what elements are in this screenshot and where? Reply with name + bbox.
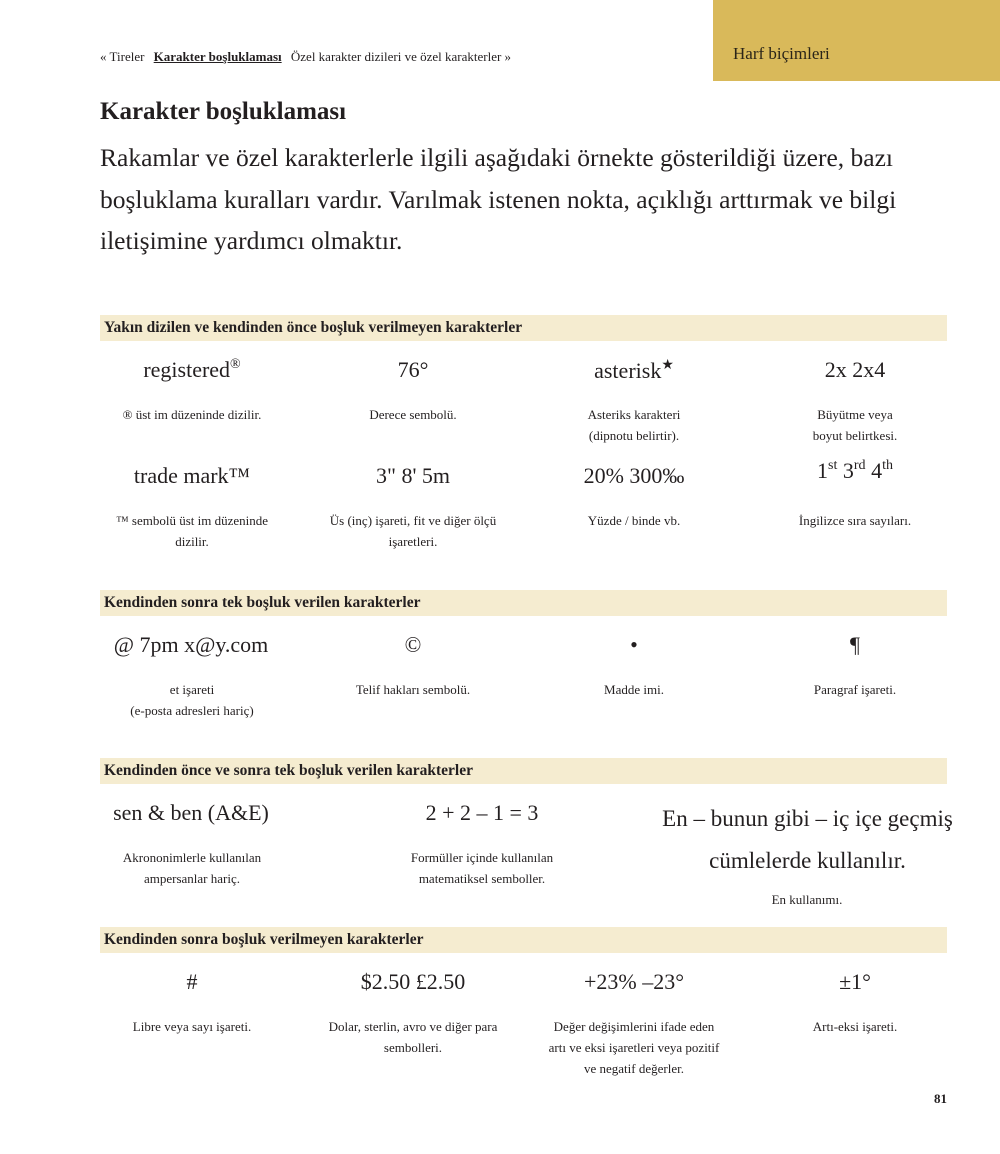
star-mark: ★: [661, 358, 674, 373]
desc-dimension: Büyütme veya boyut belirtkesi.: [812, 407, 898, 443]
desc-currency: Dolar, sterlin, avro ve diğer para sembolleri.: [328, 1019, 498, 1055]
sample-copyright: ©: [404, 632, 422, 657]
desc-plus-minus-values: Değer değişimlerini ifade eden artı ve eksi işaretleri veya pozitif ve negatif değerler.: [548, 1019, 720, 1076]
sample-bullet: •: [630, 632, 638, 657]
section-heading: Kendinden önce ve sonra tek boşluk verilen karakterler: [104, 762, 473, 779]
desc-percent: Yüzde / binde vb.: [587, 513, 681, 528]
desc-ordinals: İngilizce sıra sayıları.: [798, 513, 912, 528]
section-heading-band: [100, 758, 947, 784]
sample-asterisk: asterisk★: [594, 358, 674, 383]
desc-copyright: Telif hakları sembolü.: [355, 682, 471, 697]
page-title: Karakter boşluklaması: [100, 98, 347, 125]
desc-en-dash: En kullanımı.: [771, 892, 843, 907]
sample-at-sign: @ 7pm x@y.com: [113, 632, 269, 657]
page-number: 81: [934, 1091, 947, 1106]
section-heading: Yakın dizilen ve kendinden önce boşluk verilmeyen karakterler: [104, 319, 523, 336]
desc-pilcrow: Paragraf işareti.: [813, 682, 897, 697]
section-tab: [713, 0, 1000, 81]
desc-at-sign: et işareti (e-posta adresleri hariç): [130, 682, 254, 718]
sample-currency: $2.50 £2.50: [360, 969, 466, 994]
sample-dimension: 2x 2x4: [824, 357, 886, 382]
intro-paragraph: Rakamlar ve özel karakterlerle ilgili aşağıdaki örnekte gösterildiği üzere, bazı boşluklama kuralları vardır. Varılmak istenen nokta, açıklığı arttırmak ve bilgi iletişimine yardımcı olmaktır.: [100, 143, 897, 255]
sample-formula: 2 + 2 – 1 = 3: [425, 800, 539, 825]
sample-ampersand: sen & ben (A&E): [113, 800, 269, 825]
section-tab-label: Harf biçimleri: [733, 44, 830, 63]
breadcrumb: [100, 49, 511, 65]
desc-asterisk: Asteriks karakteri (dipnotu belirtir).: [587, 407, 681, 443]
section-heading-band: [100, 590, 947, 616]
desc-formula: Formüller içinde kullanılan matematiksel semboller.: [410, 850, 554, 886]
sample-en-dash: En – bunun gibi – iç içe geçmiş cümlelerde kullanılır.: [662, 806, 953, 873]
sample-plus-minus-sign: ±1°: [839, 969, 871, 994]
sample-ordinals: 1st 3rd 4th: [817, 458, 893, 483]
sample-measure: 3" 8' 5m: [375, 463, 451, 488]
sample-plus-minus-values: +23% –23°: [583, 969, 685, 994]
breadcrumb-current: Karakter boşluklaması: [153, 49, 282, 64]
desc-degree: Derece sembolü.: [369, 407, 457, 422]
desc-ampersand: Akrononimlerle kullanılan ampersanlar hariç.: [122, 850, 262, 886]
section-heading-band: [100, 315, 947, 341]
desc-trademark: ™ sembolü üst im düzeninde dizilir.: [115, 513, 269, 549]
breadcrumb-prev-link[interactable]: « Tireler: [100, 49, 145, 64]
sample-pilcrow: ¶: [850, 632, 860, 657]
desc-bullet: Madde imi.: [604, 682, 664, 697]
desc-plus-minus-sign: Artı-eksi işareti.: [812, 1019, 898, 1034]
sample-trademark: trade mark™: [133, 463, 251, 488]
breadcrumb-next-link[interactable]: Özel karakter dizileri ve özel karakterler »: [290, 49, 512, 64]
desc-registered: ® üst im düzeninde dizilir.: [122, 407, 262, 422]
registered-sign: ®: [230, 357, 241, 372]
section-heading: Kendinden sonra tek boşluk verilen karakterler: [104, 594, 421, 611]
sample-percent: 20% 300‰: [583, 463, 685, 488]
sample-registered: registered®: [143, 357, 241, 382]
desc-measure: Üs (inç) işareti, fit ve diğer ölçü işaretleri.: [329, 513, 497, 549]
sample-degree: 76°: [397, 357, 429, 382]
section-heading-band: [100, 927, 947, 953]
desc-number-sign: Libre veya sayı işareti.: [132, 1019, 252, 1034]
section-heading: Kendinden sonra boşluk verilmeyen karakterler: [104, 931, 424, 948]
sample-number-sign: #: [186, 969, 198, 994]
